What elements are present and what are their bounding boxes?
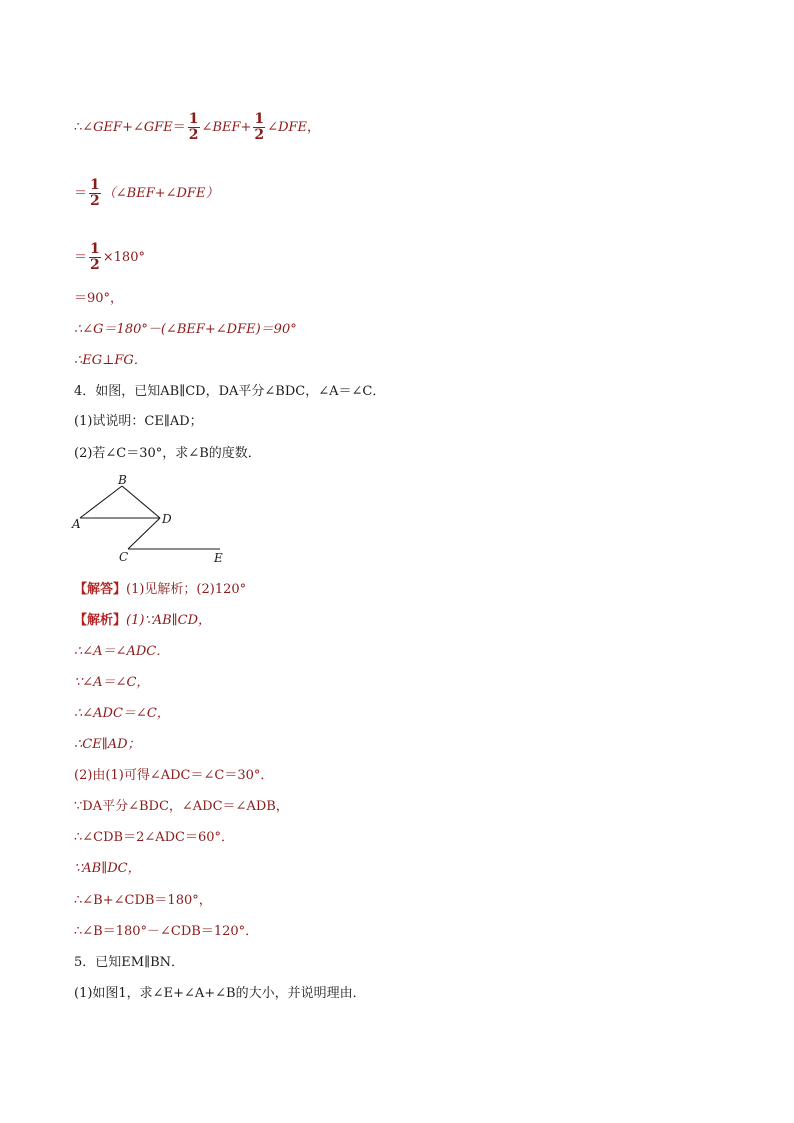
segment-dc [128,518,160,549]
answer-line [74,582,246,598]
fraction-half [253,112,265,143]
question-4-part-1: (1)试说明：CE∥AD； [74,414,203,429]
angle-sum-expression: （∠BEF+∠DFE） [102,186,219,201]
fraction-half [89,178,101,209]
fraction-numerator: 1 [188,111,199,127]
analysis-line-5: ∴CE∥AD； [74,737,141,752]
analysis-line-10: ∴∠B+∠CDB＝180°， [74,893,212,908]
angle-gfe: GFE [143,120,173,135]
label-d: D [162,512,172,526]
plus-angle: +∠ [122,120,144,135]
answer-tag: 【解答】 [74,582,127,597]
comma: ， [307,120,321,135]
segment-ab [80,486,122,518]
fraction-numerator: 1 [254,111,265,127]
times-180: ×180° [102,250,145,265]
equals-sign: ＝ [74,186,88,201]
analysis-tag: 【解析】 [74,613,127,628]
plus-sign: + [240,120,252,135]
fraction-denominator: 2 [90,193,100,209]
analysis-line-11: ∴∠B＝180°－∠CDB＝120°． [74,924,259,939]
fraction-numerator: 1 [90,241,100,257]
solution-line-6: ∴EG⊥FG． [74,353,147,368]
solution-line-1 [74,112,320,143]
solution-line-2 [74,178,218,209]
label-b: B [118,473,127,487]
question-4-part-2: (2)若∠C＝30°，求∠B的度数． [74,446,261,461]
analysis-line-8: ∴∠CDB＝2∠ADC＝60°． [74,830,235,845]
analysis-line-4: ∴∠ADC＝∠C， [74,706,170,721]
therefore-angle: ∴∠ [74,120,94,135]
fraction-half [188,112,200,143]
fraction-numerator: 1 [90,177,100,193]
angle-bef: ∠BEF [201,120,241,135]
equals-sign: ＝ [172,120,186,135]
label-a: A [72,517,81,531]
fraction-denominator: 2 [254,127,265,143]
analysis-line-1 [74,613,211,629]
solution-line-4: ＝90°， [74,291,124,306]
analysis-line-2: ∴∠A＝∠ADC． [74,644,170,659]
angle-dfe: ∠DFE [267,120,307,135]
solution-line-5: ∴∠G＝180°－(∠BEF+∠DFE)＝90° [74,322,297,337]
label-e: E [214,551,223,565]
analysis-line-6: (2)由(1)可得∠ADC＝∠C＝30°． [74,768,274,783]
answer-text: (1)见解析；(2)120° [126,582,247,597]
label-c: C [119,550,129,564]
fraction-denominator: 2 [188,127,199,143]
analysis-text: (1)∵AB∥CD， [126,613,212,628]
analysis-line-7: ∵DA平分∠BDC，∠ADC＝∠ADB， [74,799,289,814]
equals-sign: ＝ [74,250,88,265]
question-5-title: 5．已知EM∥BN． [74,955,185,970]
analysis-line-3: ∵∠A＝∠C， [74,675,150,690]
angle-gef: GEF [93,120,123,135]
solution-line-3 [74,242,145,273]
question-4-title: 4．如图，已知AB∥CD，DA平分∠BDC，∠A＝∠C． [74,384,386,399]
question-5-part-1: (1)如图1，求∠E+∠A+∠B的大小，并说明理由． [74,986,366,1001]
analysis-line-9: ∵AB∥DC， [74,861,141,876]
geometry-figure [68,470,238,570]
fraction-half [89,242,101,273]
fraction-denominator: 2 [90,257,100,273]
segment-bd [122,486,160,518]
